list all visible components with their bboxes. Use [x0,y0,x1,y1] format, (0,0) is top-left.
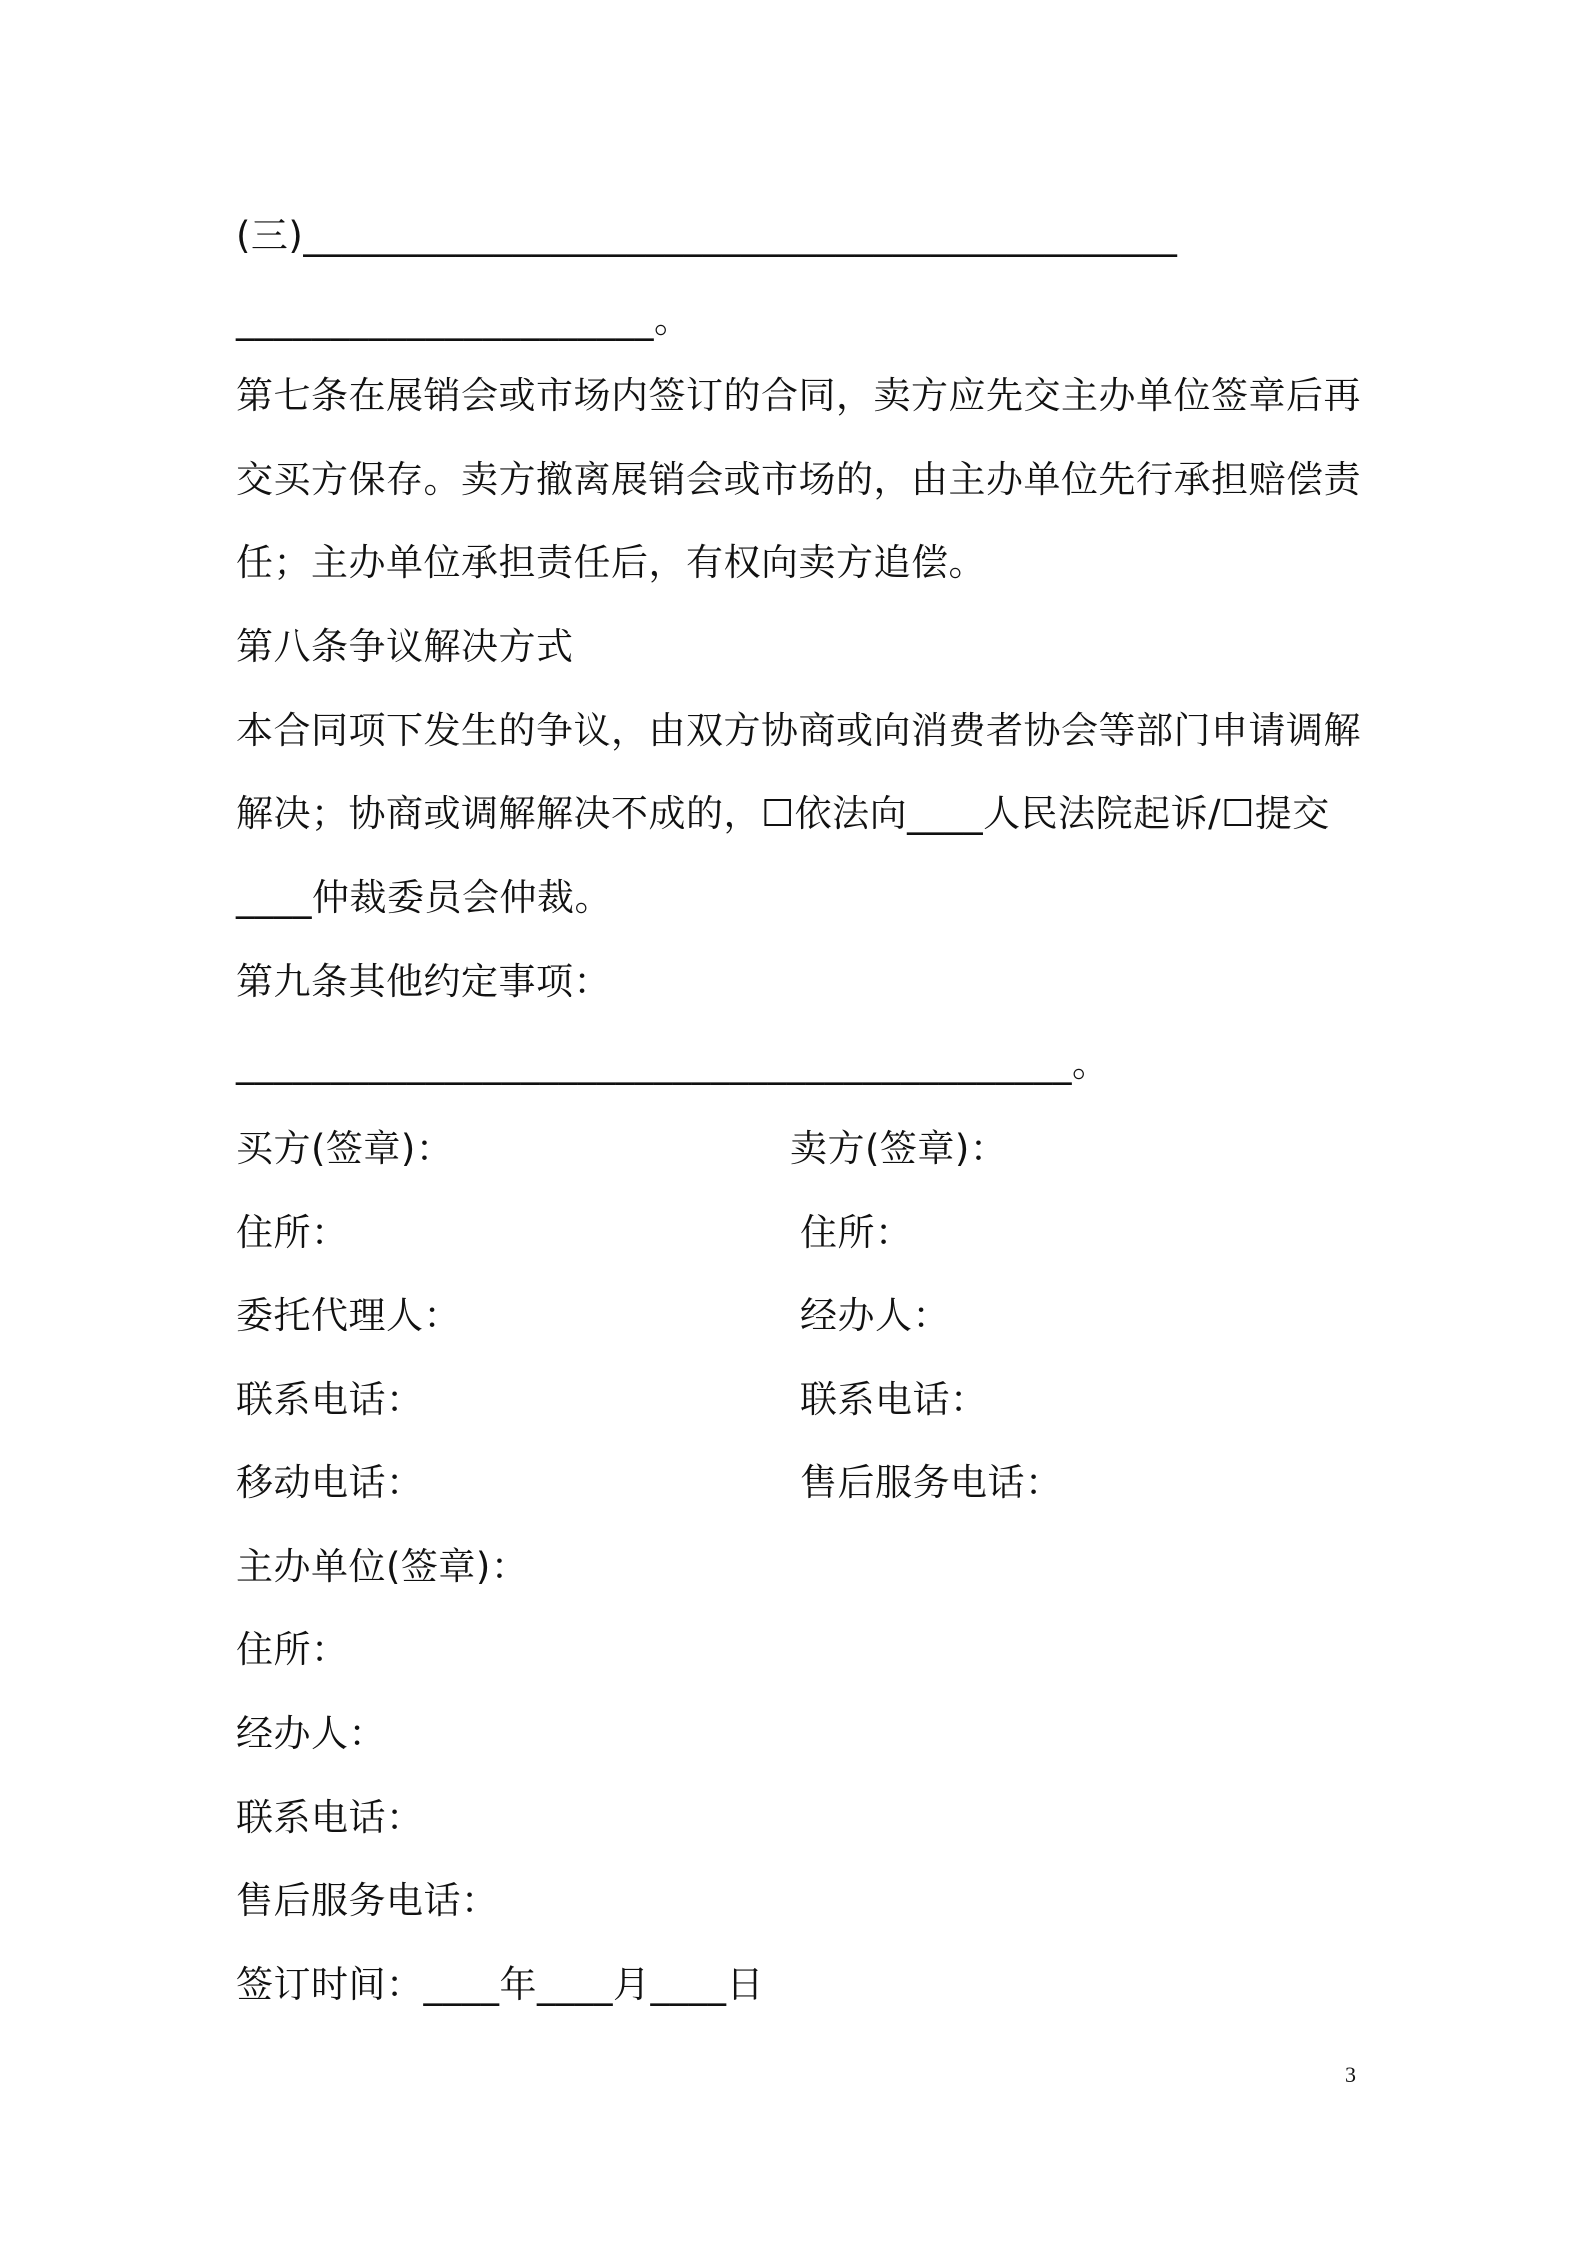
buyer-phone: 联系电话： [236,1378,424,1421]
organizer-phone: 联系电话： [236,1796,424,1839]
seller-signature-title: 卖方(签章)： [790,1127,1008,1170]
article-8-line-3: ____仲裁委员会仲裁。 [236,876,612,919]
seller-service-phone: 售后服务电话： [800,1461,1063,1504]
organizer-service-phone: 售后服务电话： [236,1879,499,1922]
article-7-line-2: 交买方保存。卖方撤离展销会或市场的，由主办单位先行承担赔偿责 [236,458,1361,501]
clause-item-3-line-1: (三)______________________________________________ [236,214,1178,257]
buyer-address: 住所： [236,1211,349,1254]
seller-phone: 联系电话： [800,1378,988,1421]
clause-item-3-line-2: ______________________。 [236,298,692,341]
organizer-signature-title: 主办单位(签章)： [236,1545,529,1588]
article-7-line-1: 第七条在展销会或市场内签订的合同，卖方应先交主办单位签章后再 [236,374,1361,417]
buyer-signature-title: 买方(签章)： [236,1127,454,1170]
page-number: 3 [1345,2062,1356,2087]
article-9-heading: 第九条其他约定事项： [236,960,611,1003]
organizer-address: 住所： [236,1628,349,1671]
article-8-heading: 第八条争议解决方式 [236,625,574,668]
article-9-blank: ____________________________________________。 [236,1042,1110,1085]
article-8-line-2: 解决；协商或调解解决不成的，☐依法向____人民法院起诉/☐提交 [236,792,1330,835]
article-7-line-3: 任；主办单位承担责任后，有权向卖方追偿。 [236,541,986,584]
organizer-handler: 经办人： [236,1712,386,1755]
seller-handler: 经办人： [800,1294,950,1337]
buyer-agent: 委托代理人： [236,1294,461,1337]
article-8-line-1: 本合同项下发生的争议，由双方协商或向消费者协会等部门申请调解 [236,709,1361,752]
buyer-mobile: 移动电话： [236,1461,424,1504]
seller-address: 住所： [800,1211,913,1254]
signing-date: 签订时间：____年____月____日 [236,1963,764,2006]
